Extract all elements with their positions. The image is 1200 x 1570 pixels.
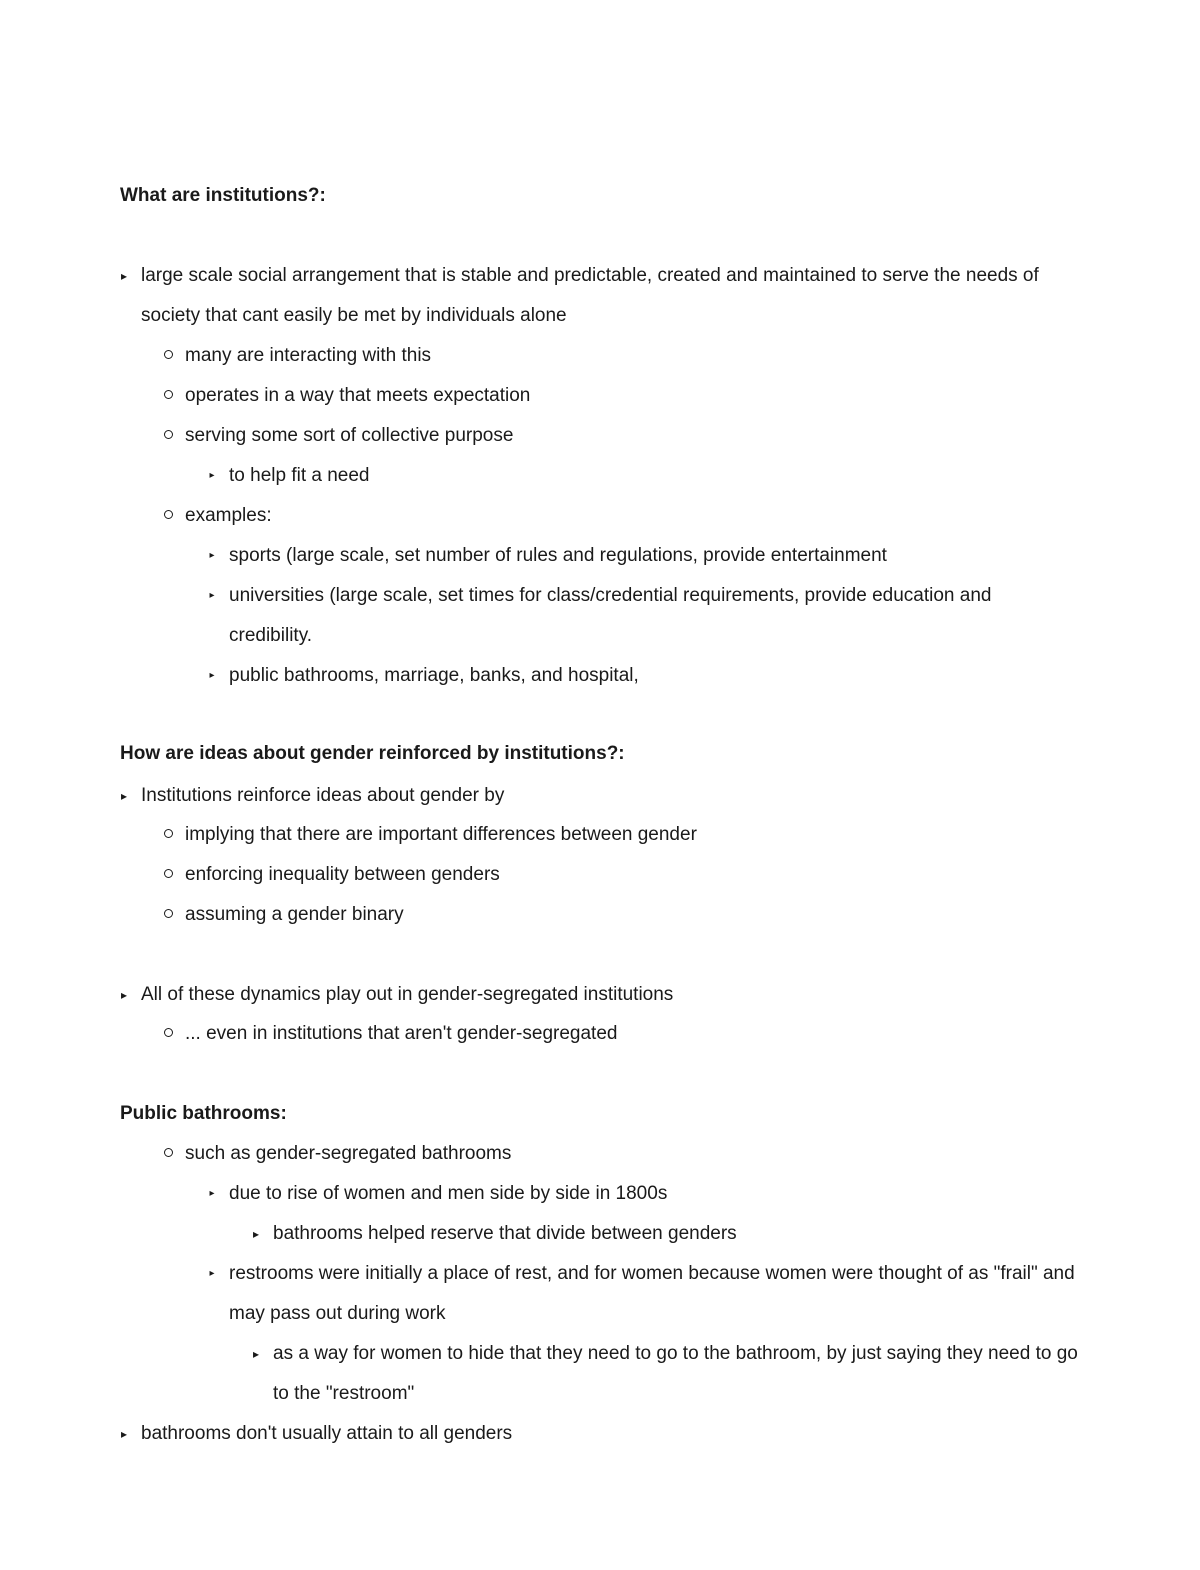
list-item: such as gender-segregated bathrooms <box>185 1134 1085 1174</box>
hollow-circle-bullet-icon <box>161 815 175 855</box>
bullet-icon: ▸ <box>120 988 128 1002</box>
hollow-circle-bullet-icon <box>161 496 175 536</box>
bullet-icon: ▸ <box>252 1347 260 1361</box>
hollow-circle-bullet-icon <box>161 1014 175 1054</box>
hollow-circle-bullet-icon <box>161 1134 175 1174</box>
section-heading-public-bathrooms: Public bathrooms: <box>120 1103 287 1124</box>
list-item: examples: <box>185 496 1085 536</box>
list-item: ▸ public bathrooms, marriage, banks, and hospital, <box>229 656 1109 696</box>
hollow-circle-bullet-icon <box>161 895 175 935</box>
list-item: ▸ restrooms were initially a place of rest, and for women because women were thought of as "frail" and may pass out during work <box>229 1254 1079 1334</box>
arrow-bullet-icon: ▸ <box>209 1188 215 1199</box>
list-item: ▸ universities (large scale, set times for class/credential requirements, provide education and credibility. <box>229 576 1069 656</box>
arrow-bullet-icon: ▸ <box>209 590 215 601</box>
section-heading-institutions: What are institutions?: <box>120 185 326 206</box>
list-item: serving some sort of collective purpose <box>185 416 1085 456</box>
list-item: ▸ bathrooms helped reserve that divide between genders <box>273 1214 1103 1254</box>
list-item: ▸ as a way for women to hide that they need to go to the bathroom, by just saying they need to go to the "restroom" <box>273 1334 1093 1414</box>
hollow-circle-bullet-icon <box>161 336 175 376</box>
arrow-bullet-icon: ▸ <box>209 470 215 481</box>
list-item: assuming a gender binary <box>185 895 1085 935</box>
list-item: ▸ due to rise of women and men side by side in 1800s <box>229 1174 1109 1214</box>
bullet-icon: ▸ <box>120 1427 128 1441</box>
list-item: ▸ to help fit a need <box>229 456 1109 496</box>
list-item: many are interacting with this <box>185 336 1085 376</box>
list-item: ▸ bathrooms don't usually attain to all genders <box>141 1414 1091 1454</box>
list-item: enforcing inequality between genders <box>185 855 1085 895</box>
arrow-bullet-icon: ▸ <box>209 1268 215 1279</box>
hollow-circle-bullet-icon <box>161 416 175 456</box>
arrow-bullet-icon: ▸ <box>209 670 215 681</box>
list-item: ▸ large scale social arrangement that is stable and predictable, created and maintained to serve the needs of society that cant easily be met by individuals alone <box>141 256 1091 336</box>
list-item: ▸ All of these dynamics play out in gender-segregated institutions <box>141 975 1091 1015</box>
list-item: ... even in institutions that aren't gender-segregated <box>185 1014 1085 1054</box>
section-heading-gender-reinforcement: How are ideas about gender reinforced by institutions?: <box>120 743 625 764</box>
hollow-circle-bullet-icon <box>161 376 175 416</box>
bullet-icon: ▸ <box>120 269 128 283</box>
hollow-circle-bullet-icon <box>161 855 175 895</box>
bullet-icon: ▸ <box>120 789 128 803</box>
list-item: operates in a way that meets expectation <box>185 376 1085 416</box>
list-item: implying that there are important differences between gender <box>185 815 1085 855</box>
list-item: ▸ sports (large scale, set number of rules and regulations, provide entertainment <box>229 536 1109 576</box>
list-item: ▸ Institutions reinforce ideas about gender by <box>141 776 1091 816</box>
bullet-icon: ▸ <box>252 1227 260 1241</box>
arrow-bullet-icon: ▸ <box>209 550 215 561</box>
